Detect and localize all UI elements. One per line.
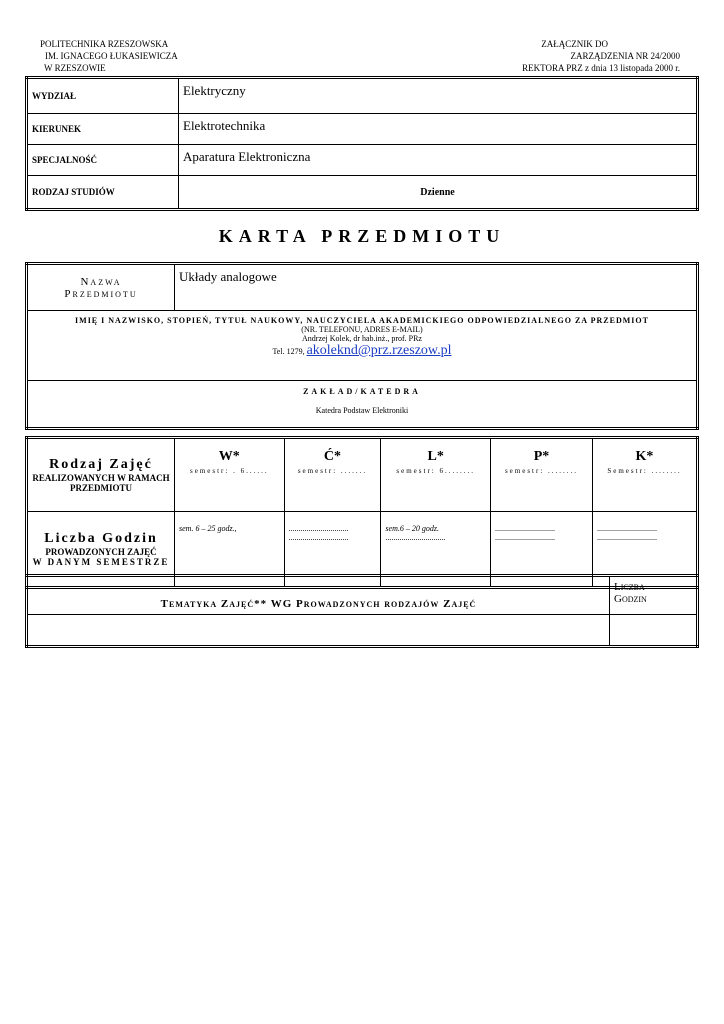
faculty-label: WYDZIAŁ bbox=[27, 78, 179, 114]
topics-heading: Tematyka Zajęć** WG Prowadzonych rodzajów Zajęć bbox=[27, 576, 610, 615]
subject-table bbox=[25, 262, 699, 430]
department-section bbox=[27, 381, 698, 429]
document-title: KARTA PRZEDMIOTU bbox=[218, 226, 506, 246]
hours-count-heading: Liczba Godzin bbox=[610, 576, 698, 615]
topics-table bbox=[25, 574, 699, 648]
teacher-name: Andrzej Kolek, dr hab.inż., prof. PRz bbox=[302, 334, 422, 343]
direction-label: KIERUNEK bbox=[27, 114, 179, 145]
class-type-label-sub: REALIZOWANYCH W RAMACH PRZEDMIOTU bbox=[32, 473, 170, 493]
class-type-exercises: Ć* semestr: ....... bbox=[284, 438, 381, 512]
attachment-line3: REKTORA PRZ z dnia 13 listopada 2000 r. bbox=[522, 63, 680, 73]
classes-table bbox=[25, 436, 699, 589]
hours-lecture: sem. 6 – 25 godz., bbox=[175, 512, 285, 588]
subject-name-value: Układy analogowe bbox=[175, 264, 698, 311]
direction-value: Elektrotechnika bbox=[179, 114, 698, 145]
university-name: POLITECHNIKA RZESZOWSKA bbox=[40, 39, 169, 49]
hours-lab: sem.6 – 20 godz. .............................. bbox=[381, 512, 491, 588]
university-header bbox=[40, 38, 178, 74]
subject-name-label bbox=[27, 264, 175, 311]
specialty-label: SPECJALNOŚĆ bbox=[27, 145, 179, 176]
study-type-value: Dzienne bbox=[179, 176, 698, 210]
teacher-heading: IMIĘ I NAZWISKO, STOPIEŃ, TYTUŁ NAUKOWY, NAUCZYCIELA AKADEMICKIEGO ODPOWIEDZIALNEGO ZA PRZEDMIOT bbox=[75, 316, 649, 325]
teacher-subheading: (NR. TELEFONU, ADRES E-MAIL) bbox=[301, 325, 423, 334]
subject-label-line1: Nazwa bbox=[80, 275, 122, 288]
hours-label-sub2: W DANYM SEMESTRZE bbox=[32, 557, 170, 567]
class-type-seminar: K* Semestr: ........ bbox=[592, 438, 697, 512]
class-type-project: P* semestr: ........ bbox=[490, 438, 592, 512]
teacher-phone: Tel. 1279, bbox=[272, 347, 305, 356]
attachment-line2: ZARZĄDZENIA NR 24/2000 bbox=[570, 51, 680, 61]
department-heading: ZAKŁAD/KATEDRA bbox=[303, 387, 421, 396]
hours-label-sub1: PROWADZONYCH ZAJĘĆ bbox=[45, 547, 157, 557]
class-type-lab: L* semestr: 6........ bbox=[381, 438, 491, 512]
class-type-label-main: Rodzaj Zajęć bbox=[49, 457, 153, 472]
university-city: W RZESZOWIE bbox=[44, 63, 106, 73]
faculty-value: Elektryczny bbox=[179, 78, 698, 114]
attachment-header bbox=[522, 38, 680, 74]
university-patron: IM. IGNACEGO ŁUKASIEWICZA bbox=[45, 51, 178, 61]
department-name: Katedra Podstaw Elektroniki bbox=[315, 406, 409, 415]
specialty-value: Aparatura Elektroniczna bbox=[179, 145, 698, 176]
study-type-label: RODZAJ STUDIÓW bbox=[27, 176, 179, 210]
topics-content-cell[interactable] bbox=[27, 615, 610, 647]
hours-project: .............................. .............................. bbox=[490, 512, 592, 588]
hours-count-cell[interactable] bbox=[610, 615, 698, 647]
hours-exercises: .............................. .............................. bbox=[284, 512, 381, 588]
teacher-email-link[interactable]: akoleknd@prz.rzeszow.pl bbox=[306, 343, 452, 358]
teacher-contact bbox=[28, 343, 696, 359]
attachment-line1: ZAŁĄCZNIK DO bbox=[541, 39, 608, 49]
class-type-lecture: W* semestr: . 6...... bbox=[175, 438, 285, 512]
class-type-label bbox=[27, 438, 175, 512]
study-info-table bbox=[25, 76, 699, 211]
hours-seminar: .............................. .............................. bbox=[592, 512, 697, 588]
subject-label-line2: Przedmiotu bbox=[64, 287, 138, 300]
hours-label-main: Liczba Godzin bbox=[44, 531, 158, 546]
teacher-section bbox=[27, 311, 698, 381]
